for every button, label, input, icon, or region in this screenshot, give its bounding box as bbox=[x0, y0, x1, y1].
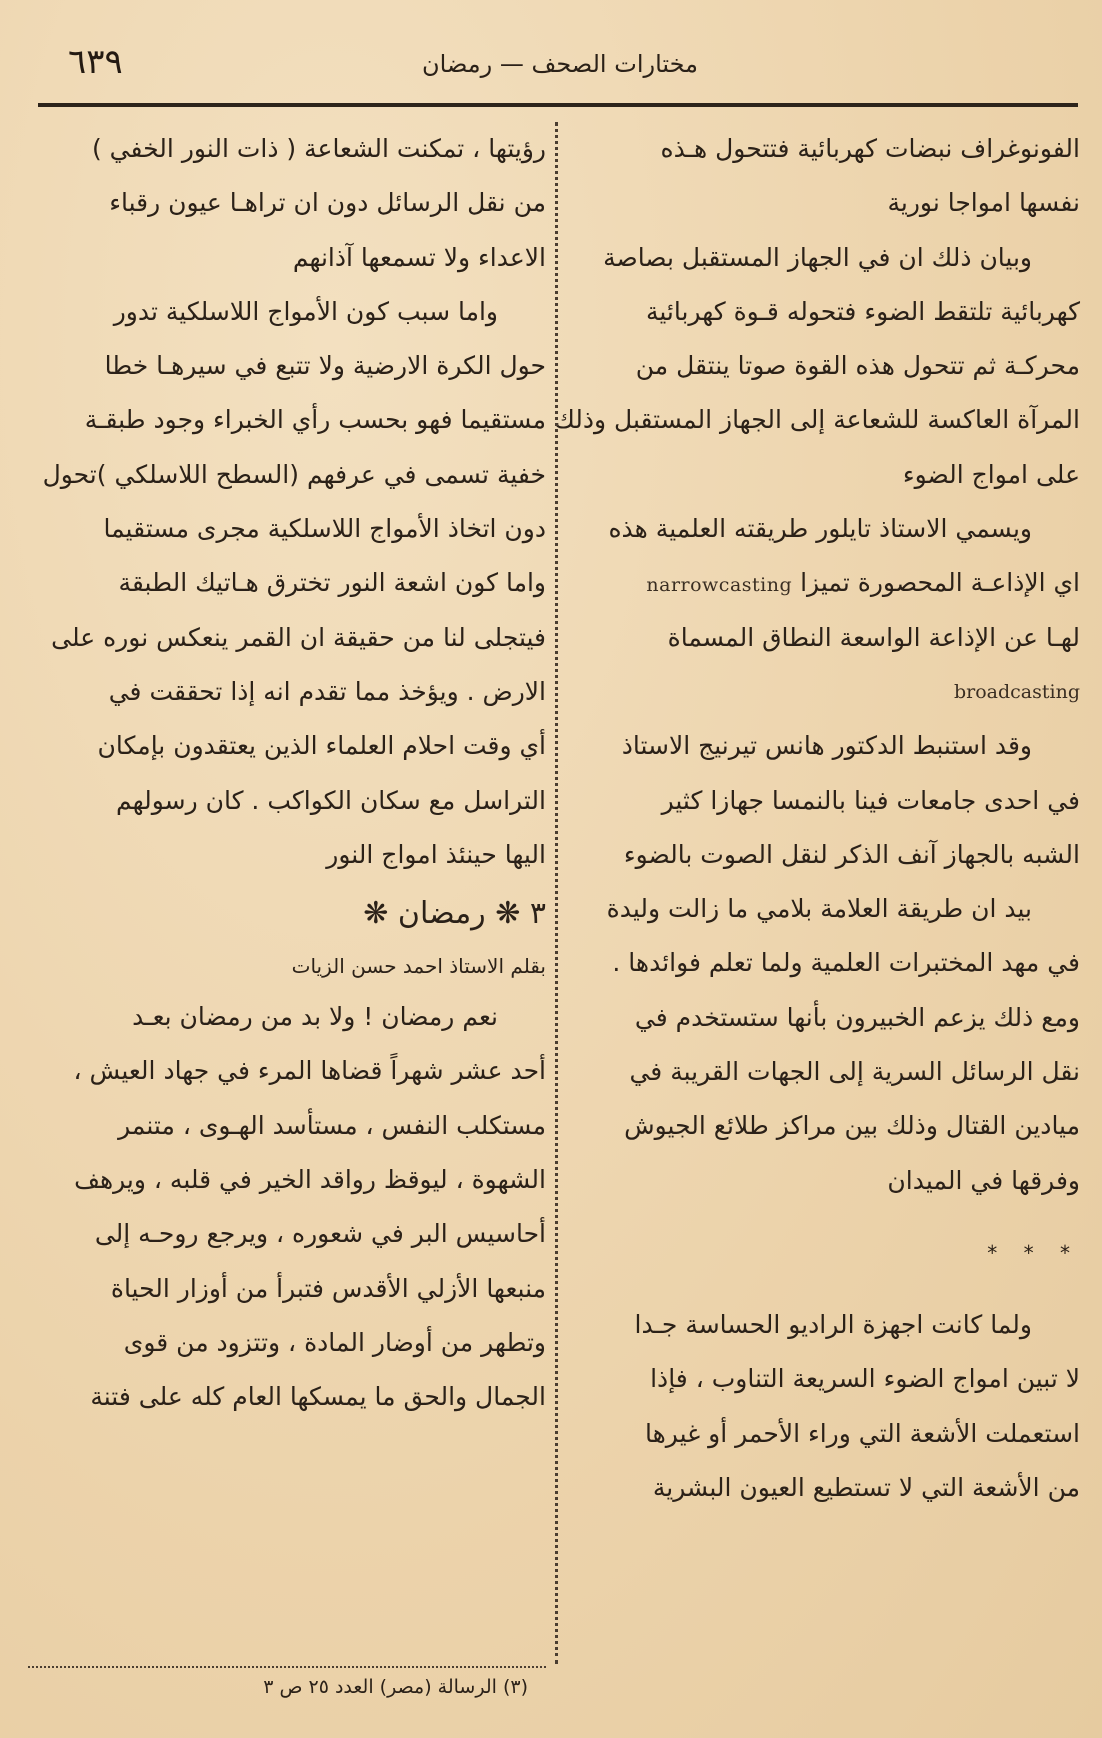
header-rule bbox=[38, 103, 1078, 107]
text-line: نعم رمضان ! ولا بد من رمضان بعـد bbox=[132, 1002, 498, 1032]
text-line: من نقل الرسائل دون ان تراهـا عيون رقباء bbox=[109, 188, 546, 218]
text-line: المرآة العاكسة للشعاعة إلى الجهاز المستقبل وذلك bbox=[554, 405, 1080, 435]
right-column bbox=[554, 122, 1080, 1515]
text-line: واما سبب كون الأمواج اللاسلكية تدور bbox=[113, 296, 498, 326]
text-line: نفسها امواجا نورية bbox=[887, 188, 1080, 218]
text-line: الشبه بالجهاز آنف الذكر لنقل الصوت بالضوء bbox=[623, 839, 1080, 869]
text-line: وبيان ذلك ان في الجهاز المستقبل بصاصة bbox=[603, 242, 1032, 272]
text-line: ميادين القتال وذلك بين مراكز طلائع الجيوش bbox=[624, 1111, 1080, 1141]
text-line: على امواج الضوء bbox=[902, 459, 1080, 489]
text-line: وفرقها في الميدان bbox=[887, 1165, 1080, 1195]
byline: بقلم الاستاذ احمد حسن الزيات bbox=[291, 954, 546, 979]
text-line: أي وقت احلام العلماء الذين يعتقدون بإمكان bbox=[97, 731, 546, 761]
text-line: مستكلب النفس ، مستأسد الهـوى ، متنمر bbox=[118, 1110, 546, 1140]
text-line: منبعها الأزلي الأقدس فتبرأ من أوزار الحياة bbox=[110, 1273, 546, 1303]
text-line: ويسمي الاستاذ تايلور طريقته العلمية هذه bbox=[608, 514, 1032, 544]
text-line: في مهد المختبرات العلمية ولما تعلم فوائدها . bbox=[612, 948, 1080, 978]
text-line: في احدى جامعات فينا بالنمسا جهازا كثير bbox=[661, 785, 1080, 815]
text-line: مستقيما فهو بحسب رأي الخبراء وجود طبقـة bbox=[84, 405, 546, 435]
arabic-text: اي الإذاعـة المحصورة تميزا bbox=[800, 568, 1080, 598]
left-column bbox=[28, 122, 546, 1425]
text-line: دون اتخاذ الأمواج اللاسلكية مجرى مستقيما bbox=[103, 514, 546, 544]
text-line: لهـا عن الإذاعة الواسعة النطاق المسماة bbox=[667, 622, 1080, 652]
text-line: الفونوغراف نبضات كهربائية فتتحول هـذه bbox=[660, 134, 1080, 163]
footnote-rule bbox=[28, 1666, 546, 1668]
text-line: محركـة ثم تتحول هذه القوة صوتا ينتقل من bbox=[635, 351, 1080, 381]
text-line bbox=[566, 556, 1080, 610]
text-line: وقد استنبط الدكتور هانس تيرنيج الاستاذ bbox=[621, 731, 1032, 761]
text-line: أحاسيس البر في شعوره ، ويرجع روحـه إلى bbox=[94, 1219, 546, 1249]
text-line: أحد عشر شهراً قضاها المرء في جهاد العيش ، bbox=[73, 1056, 546, 1086]
text-line: واما كون اشعة النور تخترق هـاتيك الطبقة bbox=[118, 568, 546, 598]
text-line: رؤيتها ، تمكنت الشعاعة ( ذات النور الخفي ) bbox=[91, 134, 546, 163]
text-line: الشهوة ، ليوقظ رواقد الخير في قلبه ، ويرهف bbox=[74, 1165, 546, 1195]
section-title: ٣ ❋ رمضان ❋ bbox=[363, 896, 546, 932]
text-line: الاعداء ولا تسمعها آذانهم bbox=[292, 242, 546, 272]
running-title: مختارات الصحف — رمضان bbox=[422, 50, 698, 78]
text-line: حول الكرة الارضية ولا تتبع في سيرهـا خطا bbox=[104, 351, 546, 381]
section-separator: * * * bbox=[987, 1240, 1080, 1265]
page-header bbox=[40, 42, 1080, 92]
text-line: الارض . ويؤخذ مما تقدم انه إذا تحققت في bbox=[108, 676, 546, 706]
text-line: الجمال والحق ما يمسكها العام كله على فتنة bbox=[90, 1382, 546, 1412]
text-line: التراسل مع سكان الكواكب . كان رسولهم bbox=[115, 785, 546, 815]
latin-term-narrowcasting: narrowcasting bbox=[646, 574, 793, 597]
latin-term-broadcasting: broadcasting bbox=[953, 680, 1080, 703]
text-line: فيتجلى لنا من حقيقة ان القمر ينعكس نوره على bbox=[51, 622, 546, 652]
text-line: كهربائية تلتقط الضوء فتحوله قـوة كهربائية bbox=[645, 296, 1080, 326]
text-line: ولما كانت اجهزة الراديو الحساسة جـدا bbox=[634, 1309, 1032, 1339]
text-line: نقل الرسائل السرية إلى الجهات القريبة في bbox=[629, 1057, 1080, 1087]
text-line: من الأشعة التي لا تستطيع العيون البشرية bbox=[652, 1472, 1080, 1502]
text-line: ومع ذلك يزعم الخبيرون بأنها ستستخدم في bbox=[634, 1002, 1080, 1032]
text-line: بيد ان طريقة العلامة بلامي ما زالت وليدة bbox=[606, 894, 1032, 924]
text-line: استعملت الأشعة التي وراء الأحمر أو غيرها bbox=[645, 1418, 1080, 1448]
text-line: اليها حينئذ امواج النور bbox=[326, 839, 546, 869]
text-line: خفية تسمى في عرفهم (السطح اللاسلكي )تحول bbox=[42, 459, 546, 489]
page-number: ٦٣٩ bbox=[68, 42, 123, 82]
text-line: لا تبين امواج الضوء السريعة التناوب ، فإذا bbox=[650, 1364, 1080, 1394]
column-divider bbox=[555, 122, 558, 1664]
footnote: (٣) الرسالة (مصر) العدد ٢٥ ص ٣ bbox=[263, 1676, 528, 1698]
text-line: وتطهر من أوضار المادة ، وتتزود من قوى bbox=[123, 1327, 546, 1357]
